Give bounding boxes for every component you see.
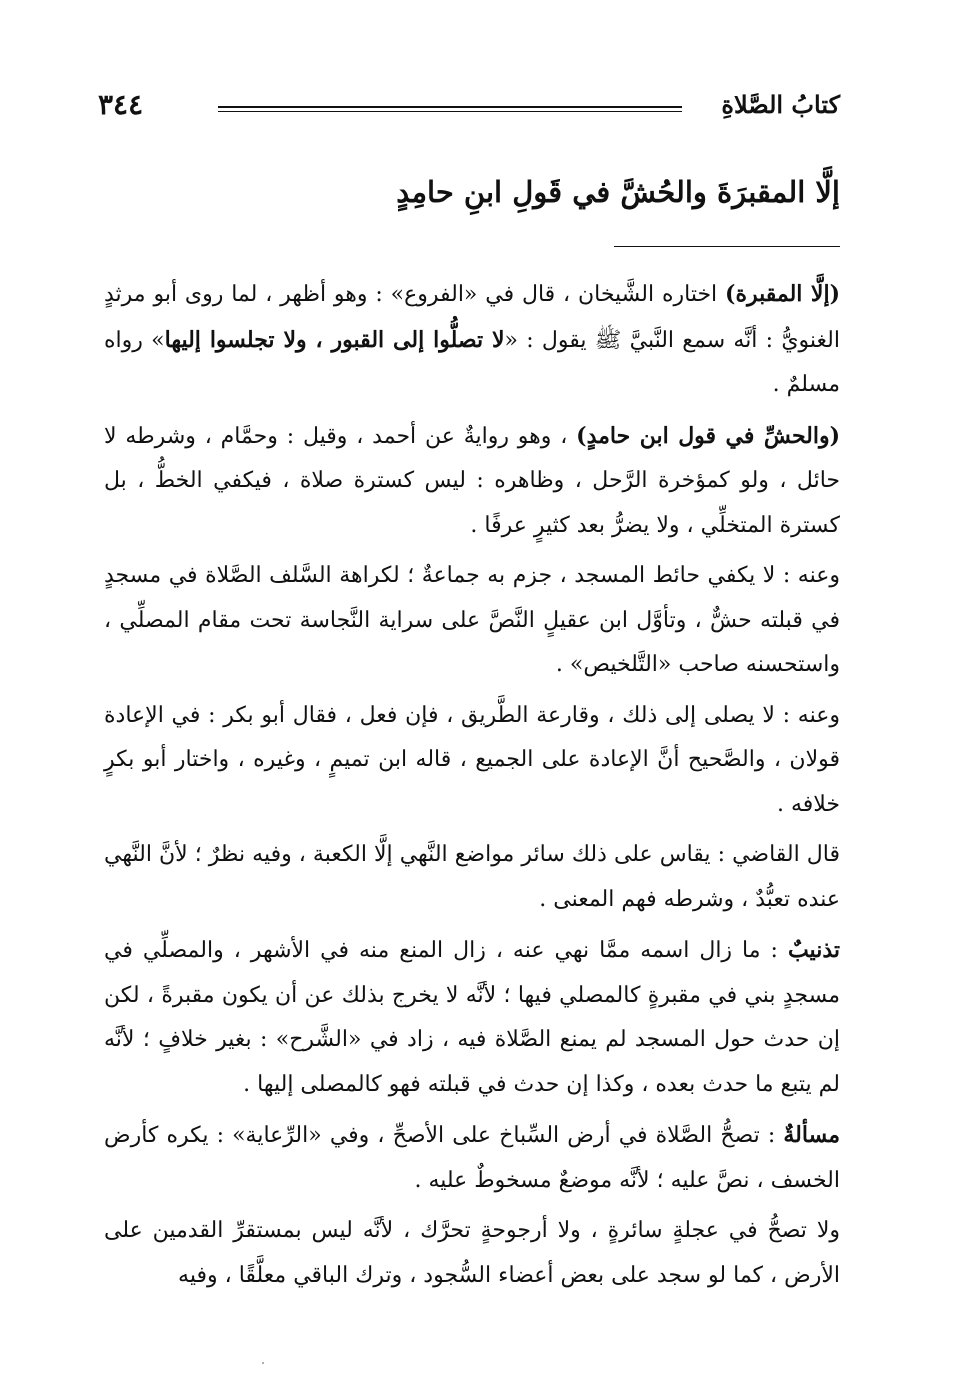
header-rule (218, 106, 682, 112)
scan-speck (262, 1362, 264, 1364)
commentary-paragraph (104, 272, 840, 408)
commentary-segment: ، وهو روايةٌ عن أحمد ، وقيل : وحمَّام ، وشرطه لا حائل ، ولو كمؤخرة الرَّحل ، وظاهره : ليس كسترة صلاة ، فيكفي الخطُّ ، بل كسترة المتخلِّي ، ولا يضرُّ بعد كثيرٍ عرفًا . (104, 423, 840, 538)
quoted-matn-segment: (إلَّا المقبرة) (725, 281, 840, 307)
chapter-title: كتابُ الصَّلاةِ (721, 90, 840, 119)
matn-text: إلَّا المقبرَةَ والحُشَّ في قَولِ ابنِ حامِدٍ (396, 175, 840, 209)
quoted-matn-segment: (والحشِّ في قول ابن حامدٍ) (576, 422, 841, 449)
quoted-matn-segment: لا تصلُّوا إلى القبور ، ولا تجلسوا إليها (164, 326, 505, 353)
quoted-matn-segment: مسألةٌ (783, 1122, 840, 1148)
commentary-segment: وعنه : لا يكفي حائط المسجد ، جزم به جماعةٌ ؛ لكراهة السَّلف الصَّلاة في مسجدٍ في قبلته حشٌّ ، وتأوَّل ابن عقيلٍ النَّصَّ على سراية النَّجاسة تحت مقام المصلِّي ، واستحسنه صاحب «التَّلخيص» . (104, 563, 840, 677)
page-number: ٣٤٤ (98, 88, 144, 121)
commentary-segment: : ما زال اسمه ممَّا نهي عنه ، زال المنع منه في الأشهر ، والمصلِّي في مسجدٍ بني في مقبرةٍ كالمصلي فيها ؛ لأنَّه لا يخرج بذلك عن أن يكون مقبرةً ، لكن إن حدث حول المسجد لم يمنع الصَّلاة فيه ، زاد في «الشَّرح» : بغير خلافٍ ؛ لأنَّه لم يتبع ما حدث بعده ، وكذا إن حدث في قبلته فهو كالمصلى إليها . (104, 938, 840, 1097)
commentary-paragraph (104, 694, 840, 828)
quoted-matn-segment: تذنيبٌ (787, 937, 840, 963)
commentary-body (104, 272, 840, 1304)
commentary-paragraph (104, 833, 840, 922)
commentary-segment: وعنه : لا يصلى إلى ذلك ، وقارعة الطَّريق ، فإن فعل ، فقال أبو بكر : في الإعادة قولان ، والصَّحيح أنَّ الإعادة على الجميع ، قاله ابن تميمٍ ، وغيره ، واختار أبو بكرٍ خلافه . (104, 702, 840, 817)
commentary-paragraph (104, 1113, 840, 1203)
commentary-paragraph (104, 414, 840, 549)
commentary-segment: : تصحُّ الصَّلاة في أرض السِّباخ على الأصحِّ ، وفي «الرِّعاية» : يكره كأرض الخسف ، نصَّ عليه ؛ لأنَّه موضعٌ مسخوطٌ عليه . (104, 1123, 840, 1193)
commentary-segment: قال القاضي : يقاس على ذلك سائر مواضع النَّهي إلَّا الكعبة ، وفيه نظرٌ ؛ لأنَّ النَّهي عنده تعبُّدٌ ، وشرطه فهم المعنى . (104, 842, 840, 912)
commentary-paragraph (104, 554, 840, 688)
commentary-paragraph (104, 1209, 840, 1298)
commentary-segment: ولا تصحُّ في عجلةٍ سائرةٍ ، ولا أرجوحةٍ تحرَّك ، لأنَّه ليس بمستقرِّ القدمين على الأرض ، كما لو سجد على بعض أعضاء السُّجود ، وترك الباقي معلَّقًا ، وفيه (104, 1218, 840, 1288)
commentary-segment: » رواه مسلمٌ . (104, 327, 840, 397)
commentary-paragraph (104, 928, 840, 1107)
matn-separator (614, 246, 840, 247)
page-header (98, 84, 840, 124)
commentary-segment: اختاره الشَّيخان ، قال في «الفروع» : وهو أظهر ، لما روى أبو مرثدٍ الغنويُّ : أنَّه سمع النَّبيَّ ﷺ يقول : « (104, 282, 840, 353)
